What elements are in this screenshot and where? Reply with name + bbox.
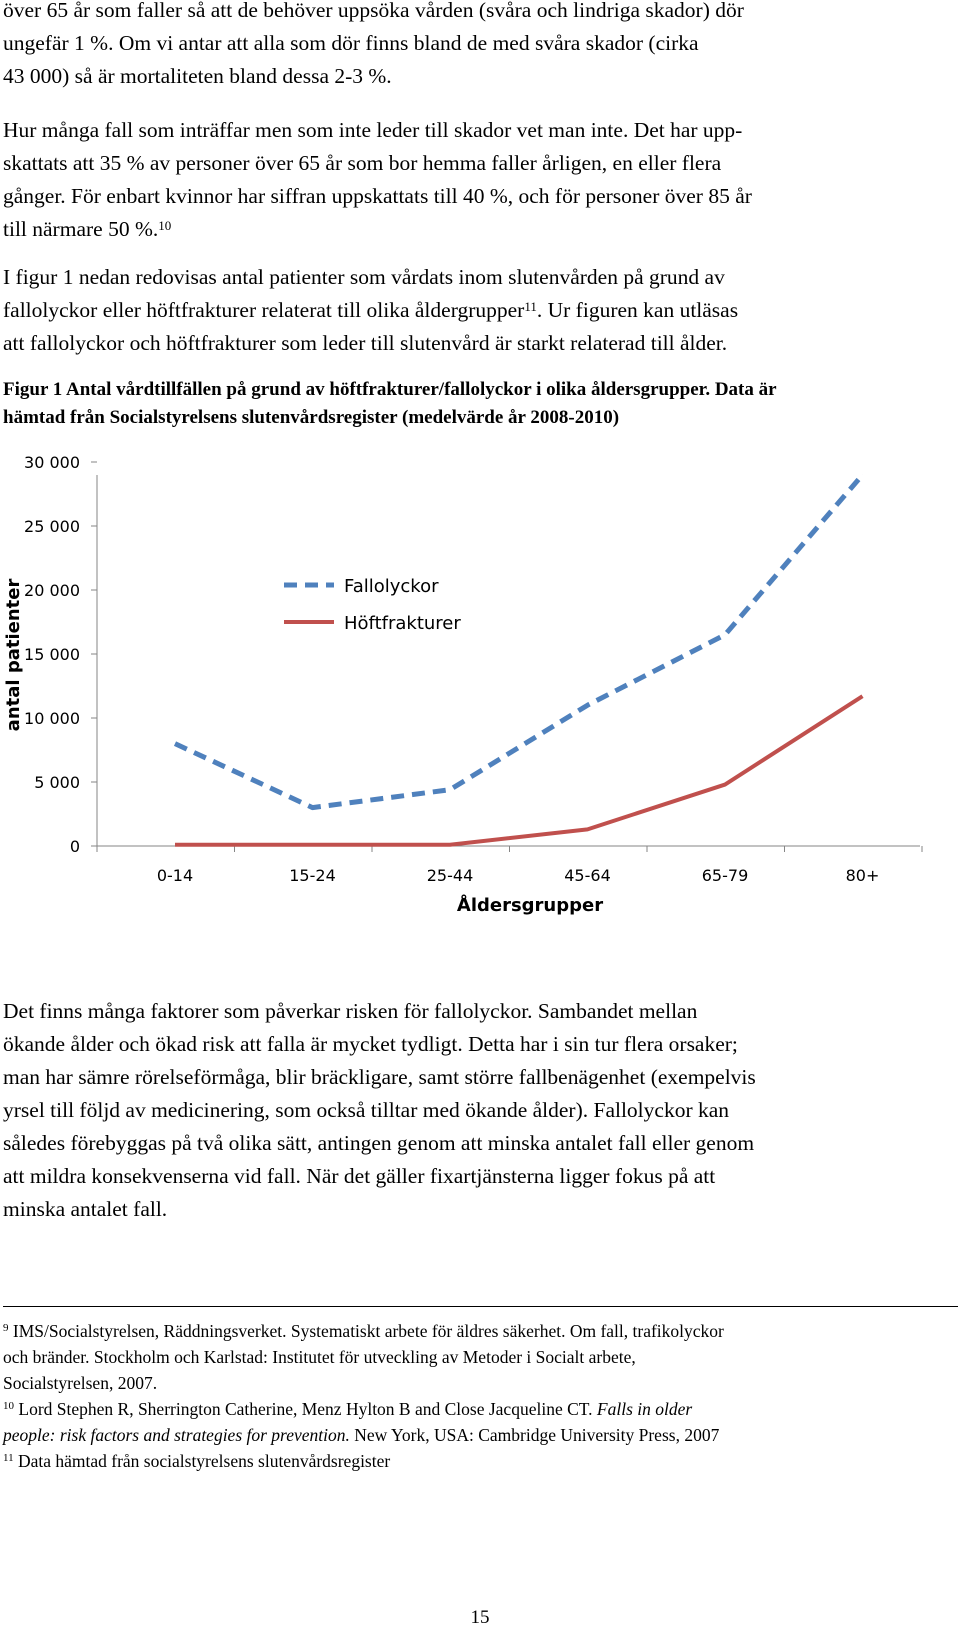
caption-line: hämtad från Socialstyrelsens slutenvårdsregister (medelvärde år 2008-2010) bbox=[3, 407, 620, 428]
footnotes bbox=[3, 1318, 955, 1474]
footnote-title: Falls in older bbox=[596, 1399, 693, 1419]
paragraph-3 bbox=[3, 261, 955, 360]
text-line: att fallolyckor och höftfrakturer som leder till slutenvård är starkt relaterad till ålder. bbox=[3, 331, 728, 355]
text-line: ökande ålder och ökad risk att falla är mycket tydligt. Detta har i sin tur flera orsaker; bbox=[3, 1032, 738, 1056]
text-line: man har sämre rörelseförmåga, blir bräckligare, samt större fallbenägenhet (exempelvis bbox=[3, 1065, 756, 1089]
x-tick-label: 65-79 bbox=[701, 866, 749, 885]
footnote-title: people: risk factors and strategies for prevention. bbox=[3, 1425, 350, 1445]
text-line: skattats att 35 % av personer över 65 år som bor hemma faller årligen, en eller flera bbox=[3, 151, 722, 175]
footnote-9-cont: och bränder. Stockholm och Karlstad: Institutet för utveckling av Metoder i Socialt arbete, bbox=[3, 1347, 636, 1367]
legend-label-hoftfrakturer: Höftfrakturer bbox=[344, 613, 461, 634]
footnote-text: IMS/Socialstyrelsen, Räddningsverket. Systematiskt arbete för äldres säkerhet. Om fall, trafikolyckor bbox=[12, 1321, 724, 1341]
text-line bbox=[3, 213, 955, 246]
text-segment: . Ur figuren kan utläsas bbox=[536, 298, 739, 322]
chart-legend bbox=[284, 576, 461, 634]
footnote-11 bbox=[3, 1448, 955, 1474]
footnote-number: 11 bbox=[3, 1452, 14, 1464]
paragraph-4 bbox=[3, 995, 955, 1226]
paragraph-2 bbox=[3, 114, 955, 246]
footnote-number: 9 bbox=[3, 1322, 9, 1334]
text-line: över 65 år som faller så att de behöver uppsöka vården (svåra och lindriga skador) dör bbox=[3, 0, 744, 22]
footnote-9-cont: Socialstyrelsen, 2007. bbox=[3, 1373, 158, 1393]
y-tick-label: 10 000 bbox=[24, 709, 80, 728]
text-line: 43 000) så är mortaliteten bland dessa 2-3 %. bbox=[3, 64, 392, 88]
x-tick-label: 80+ bbox=[845, 866, 880, 885]
footnote-10 bbox=[3, 1396, 955, 1422]
y-tick-label: 25 000 bbox=[24, 517, 80, 536]
footnote-ref: 10 bbox=[158, 218, 172, 233]
y-tick-label: 20 000 bbox=[24, 581, 80, 600]
y-tick-label: 5 000 bbox=[34, 773, 80, 792]
text-line: Hur många fall som inträffar men som inte leder till skador vet man inte. Det har upp- bbox=[3, 118, 743, 142]
text-line: ungefär 1 %. Om vi antar att alla som dör finns bland de med svåra skador (cirka bbox=[3, 31, 699, 55]
legend-label-fallolyckor: Fallolyckor bbox=[344, 576, 439, 597]
text-line: I figur 1 nedan redovisas antal patienter som vårdats inom slutenvården på grund av bbox=[3, 265, 725, 289]
footnote-number: 10 bbox=[3, 1400, 14, 1412]
series-line-hoftfrakturer bbox=[175, 696, 863, 844]
footnote-10-cont bbox=[3, 1422, 955, 1448]
line-chart bbox=[0, 455, 960, 935]
text-line: gånger. För enbart kvinnor har siffran uppskattats till 40 %, och för personer över 85 år bbox=[3, 184, 752, 208]
figure-caption bbox=[3, 376, 955, 432]
x-tick-label: 15-24 bbox=[289, 866, 336, 885]
y-tick-label: 30 000 bbox=[24, 455, 80, 472]
footnote-text: New York, USA: Cambridge University Press, 2007 bbox=[349, 1425, 720, 1445]
text-line: Det finns många faktorer som påverkar risken för fallolyckor. Sambandet mellan bbox=[3, 999, 698, 1023]
footnote-divider bbox=[3, 1306, 958, 1307]
footnote-text: Data hämtad från socialstyrelsens slutenvårdsregister bbox=[17, 1451, 391, 1471]
text-segment: till närmare 50 %. bbox=[3, 217, 159, 241]
y-tick-label: 15 000 bbox=[24, 645, 80, 664]
text-line: att mildra konsekvenserna vid fall. När det gäller fixartjänsterna ligger fokus på att bbox=[3, 1164, 716, 1188]
caption-line: Figur 1 Antal vårdtillfällen på grund av höftfrakturer/fallolyckor i olika åldersgrupper. Data är bbox=[3, 379, 777, 400]
text-segment: fallolyckor eller höftfrakturer relaterat till olika åldergrupper bbox=[3, 298, 525, 322]
intro-paragraph bbox=[3, 0, 955, 93]
text-line: minska antalet fall. bbox=[3, 1197, 168, 1221]
y-axis-title: antal patienter bbox=[3, 578, 24, 732]
footnote-9 bbox=[3, 1318, 955, 1344]
x-tick-label: 0-14 bbox=[156, 866, 194, 885]
text-line: således förebyggas på två olika sätt, antingen genom att minska antalet fall eller genom bbox=[3, 1131, 755, 1155]
y-tick-label: 0 bbox=[69, 837, 80, 856]
text-line bbox=[3, 294, 955, 327]
x-tick-label: 25-44 bbox=[426, 866, 474, 885]
x-axis-title: Åldersgrupper bbox=[456, 895, 604, 916]
page-number: 15 bbox=[470, 1607, 490, 1628]
series-line-fallolyckor bbox=[175, 475, 863, 808]
text-line: yrsel till följd av medicinering, som också tilltar med ökande ålder). Fallolyckor kan bbox=[3, 1098, 730, 1122]
x-tick-label: 45-64 bbox=[564, 866, 611, 885]
footnote-text: Lord Stephen R, Sherrington Catherine, Menz Hylton B and Close Jacqueline CT. bbox=[18, 1399, 597, 1419]
footnote-ref: 11 bbox=[524, 299, 537, 314]
